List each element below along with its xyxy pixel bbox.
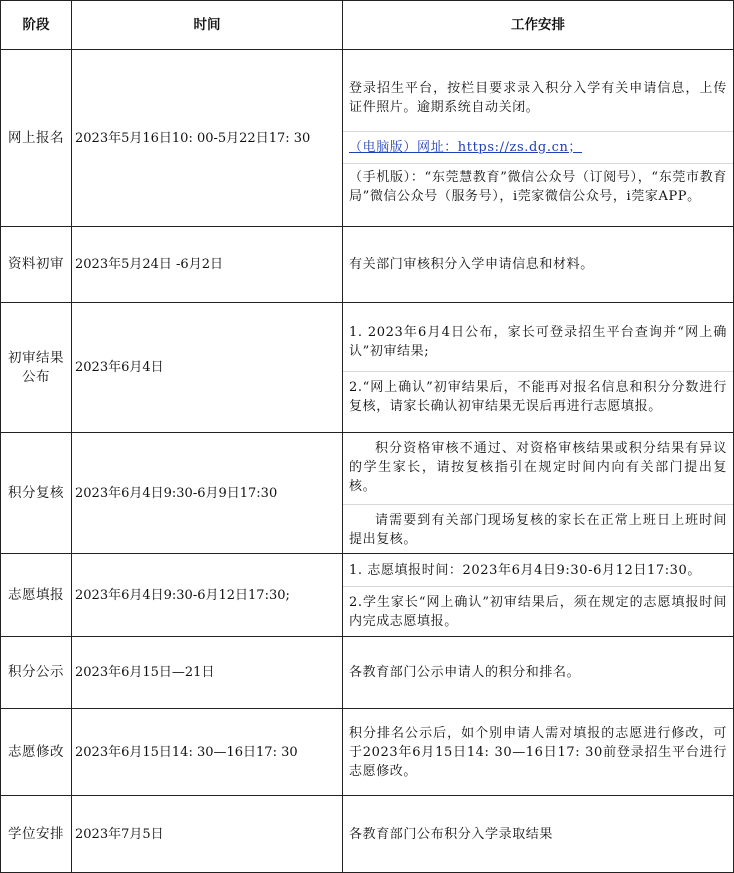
- time-cell: 2023年6月15日14: 30—16日17: 30: [72, 709, 343, 796]
- time-cell: 2023年5月16日10: 00-5月22日17: 30: [72, 50, 343, 227]
- header-row: [1, 1, 734, 50]
- table-row: [1, 554, 734, 637]
- stage-cell: 志愿修改: [1, 709, 72, 796]
- table-row: [1, 433, 734, 554]
- work-cell: [343, 50, 734, 227]
- stage-cell: 学位安排: [1, 796, 72, 873]
- work-cell: [343, 433, 734, 554]
- website-link[interactable]: （电脑版）网址：https://zs.dg.cn；: [349, 139, 583, 155]
- work-cell: [343, 637, 734, 709]
- header-work: 工作安排: [343, 1, 734, 50]
- time-cell: 2023年6月4日9:30-6月12日17:30;: [72, 554, 343, 637]
- time-cell: 2023年6月4日9:30-6月9日17:30: [72, 433, 343, 554]
- time-cell: 2023年6月15日—21日: [72, 637, 343, 709]
- table-row: [1, 637, 734, 709]
- work-paragraph: 各教育部门公示申请人的积分和排名。: [349, 665, 581, 680]
- time-cell: 2023年5月24日 -6月2日: [72, 227, 343, 303]
- work-cell: [343, 796, 734, 873]
- work-paragraph: 各教育部门公布积分入学录取结果: [349, 826, 554, 842]
- table-row: [1, 50, 734, 227]
- stage-cell: 积分公示: [1, 637, 72, 709]
- work-paragraph: 2.学生家长“网上确认”初审结果后，须在规定的志愿填报时间内完成志愿填报。: [343, 586, 733, 635]
- stage-cell: 网上报名: [1, 50, 72, 227]
- work-cell: [343, 554, 734, 637]
- stage-cell: 资料初审: [1, 227, 72, 303]
- table-row: [1, 303, 734, 433]
- table-row: [1, 227, 734, 303]
- work-paragraph: 1. 2023年6月4日公布，家长可登录招生平台查询并“网上确认”初审结果;: [349, 325, 727, 359]
- header-stage: 阶段: [1, 1, 72, 50]
- stage-cell: 志愿填报: [1, 554, 72, 637]
- work-paragraph: 积分排名公示后，如个别申请人需对填报的志愿进行修改，可于2023年6月15日14: 30—16日17: 30前登录招生平台进行志愿修改。: [349, 725, 727, 779]
- header-time: 时间: [72, 1, 343, 50]
- work-paragraph: 积分资格审核不通过、对资格审核结果或积分结果有异议的学生家长，请按复核指引在规定时间内向有关部门提出复核。: [349, 441, 727, 494]
- work-cell: [343, 709, 734, 796]
- table-row: [1, 796, 734, 873]
- time-cell: 2023年6月4日: [72, 303, 343, 433]
- work-paragraph: 有关部门审核积分入学申请信息和材料。: [349, 257, 594, 272]
- work-paragraph: 登录招生平台，按栏目要求录入积分入学有关申请信息，上传证件照片。逾期系统自动关闭。: [349, 80, 727, 115]
- work-cell: [343, 227, 734, 303]
- stage-cell: 积分复核: [1, 433, 72, 554]
- time-cell: 2023年7月5日: [72, 796, 343, 873]
- work-paragraph: （手机版）：“东莞慧教育”微信公众号（订阅号），“东莞市教育局”微信公众号（服务号），i莞家微信公众号，i莞家APP。: [343, 163, 733, 212]
- work-paragraph: 1. 志愿填报时间：2023年6月4日9:30-6月12日17:30。: [349, 563, 702, 578]
- stage-cell: 初审结果公布: [1, 303, 72, 433]
- work-paragraph: 2.“网上确认”初审结果后，不能再对报名信息和积分分数进行复核，请家长确认初审结果无误后再进行志愿填报。: [343, 371, 733, 420]
- work-cell: [343, 303, 734, 433]
- link-paragraph: [343, 131, 733, 163]
- table-row: [1, 709, 734, 796]
- work-paragraph: 请需要到有关部门现场复核的家长在正常上班日上班时间提出复核。: [343, 504, 733, 553]
